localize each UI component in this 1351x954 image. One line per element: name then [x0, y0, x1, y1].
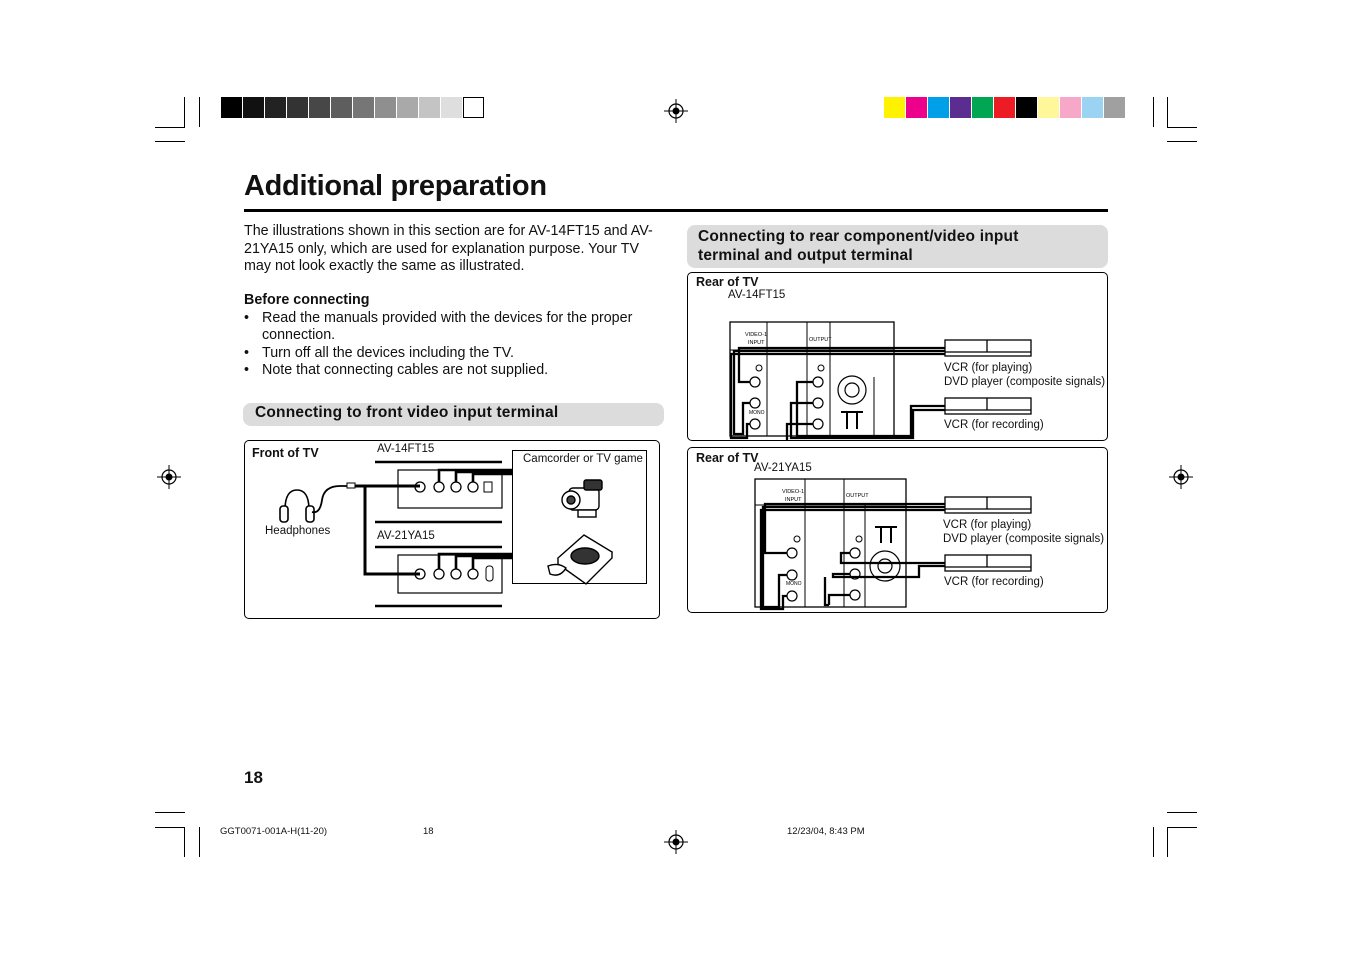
- grayscale-swatch: [287, 97, 308, 118]
- vcr-playing-label: VCR (for playing): [943, 519, 1032, 531]
- vcr-recording-device: [945, 398, 1031, 414]
- registration-mark-left: [157, 465, 181, 489]
- vcr-recording-device: [945, 555, 1031, 571]
- front-section-heading: [243, 403, 664, 426]
- before-connecting-list: [244, 310, 664, 379]
- list-item: • Turn off all the devices including the TV.: [244, 345, 664, 362]
- dvd-player-label: DVD player (composite signals): [943, 533, 1105, 545]
- color-swatch: [994, 97, 1015, 118]
- list-item: • Read the manuals provided with the devices for the proper connection.: [244, 310, 664, 345]
- registration-mark-top: [664, 99, 688, 123]
- footer-date: 12/23/04, 8:43 PM: [787, 826, 865, 837]
- jack-label-mono: MONO: [786, 581, 802, 587]
- jack-label-input2: INPUT: [748, 340, 765, 346]
- camcorder-label: Camcorder or TV game: [523, 453, 643, 465]
- jack-label-output: OUTPUT: [809, 337, 832, 343]
- front-section-heading-text: Connecting to front video input terminal: [255, 404, 559, 421]
- registration-mark-right: [1169, 465, 1193, 489]
- rear-section-heading: [687, 225, 1108, 268]
- dvd-player-label: DVD player (composite signals): [944, 376, 1106, 388]
- game-console-icon: [548, 535, 612, 584]
- jack-label-input2: INPUT: [785, 497, 802, 503]
- grayscale-swatch: [463, 97, 484, 118]
- color-swatch: [972, 97, 993, 118]
- color-swatch: [1016, 97, 1037, 118]
- color-swatch: [1060, 97, 1081, 118]
- color-swatch: [1082, 97, 1103, 118]
- grayscale-swatch: [397, 97, 418, 118]
- grayscale-swatch: [353, 97, 374, 118]
- vcr-recording-label: VCR (for recording): [944, 576, 1044, 588]
- rear-of-tv-label: Rear of TV: [696, 451, 759, 465]
- grayscale-swatch: [243, 97, 264, 118]
- grayscale-swatch: [419, 97, 440, 118]
- rear-connection-diagram-av14ft15: [687, 272, 1108, 441]
- grayscale-swatch: [309, 97, 330, 118]
- model-label-av14ft15: AV-14FT15: [377, 443, 435, 455]
- page-number: 18: [244, 768, 263, 787]
- front-connection-diagram: [244, 440, 664, 620]
- jack-label-mono: MONO: [749, 410, 765, 416]
- before-connecting-heading: Before connecting: [244, 292, 370, 308]
- footer-page: 18: [423, 826, 434, 837]
- model-label-av21ya15: AV-21YA15: [377, 530, 435, 542]
- jack-label-output: OUTPUT: [846, 493, 869, 499]
- color-swatch: [928, 97, 949, 118]
- footer-code: GGT0071-001A-H(11-20): [220, 826, 328, 837]
- grayscale-swatch: [375, 97, 396, 118]
- registration-mark-bottom: [664, 830, 688, 854]
- color-swatch: [1038, 97, 1059, 118]
- title-rule: [244, 209, 1108, 212]
- model-label: AV-14FT15: [728, 289, 786, 301]
- page-title: Additional preparation: [244, 170, 547, 202]
- grayscale-swatch: [331, 97, 352, 118]
- color-swatch: [906, 97, 927, 118]
- grayscale-swatch: [221, 97, 242, 118]
- jack-label-input: VIDEO-1: [745, 332, 768, 338]
- camcorder-icon: [562, 480, 602, 517]
- intro-paragraph: The illustrations shown in this section are for AV-14FT15 and AV-21YA15 only, which are used for explanation purpose. Your TV may not look exactly the same as illustrated.: [244, 223, 653, 275]
- headphones-label: Headphones: [265, 525, 331, 537]
- headphones-icon: [280, 490, 314, 522]
- vcr-recording-label: VCR (for recording): [944, 419, 1044, 431]
- grayscale-swatch: [265, 97, 286, 118]
- model-label: AV-21YA15: [754, 462, 812, 474]
- list-item: • Note that connecting cables are not supplied.: [244, 362, 664, 379]
- rear-section-heading-line2: terminal and output terminal: [698, 247, 913, 264]
- color-swatch: [1104, 97, 1125, 118]
- front-of-tv-label: Front of TV: [252, 446, 319, 460]
- color-swatch: [950, 97, 971, 118]
- rear-of-tv-label: Rear of TV: [696, 275, 759, 289]
- rear-section-heading-line1: Connecting to rear component/video input: [698, 228, 1019, 245]
- vcr-playing-device: [945, 340, 1031, 356]
- grayscale-swatch: [441, 97, 462, 118]
- color-swatch: [884, 97, 905, 118]
- rear-connection-diagram-av21ya15: [687, 447, 1108, 613]
- vcr-playing-device: [945, 497, 1031, 513]
- vcr-playing-label: VCR (for playing): [944, 362, 1033, 374]
- jack-label-input: VIDEO-1: [782, 489, 805, 495]
